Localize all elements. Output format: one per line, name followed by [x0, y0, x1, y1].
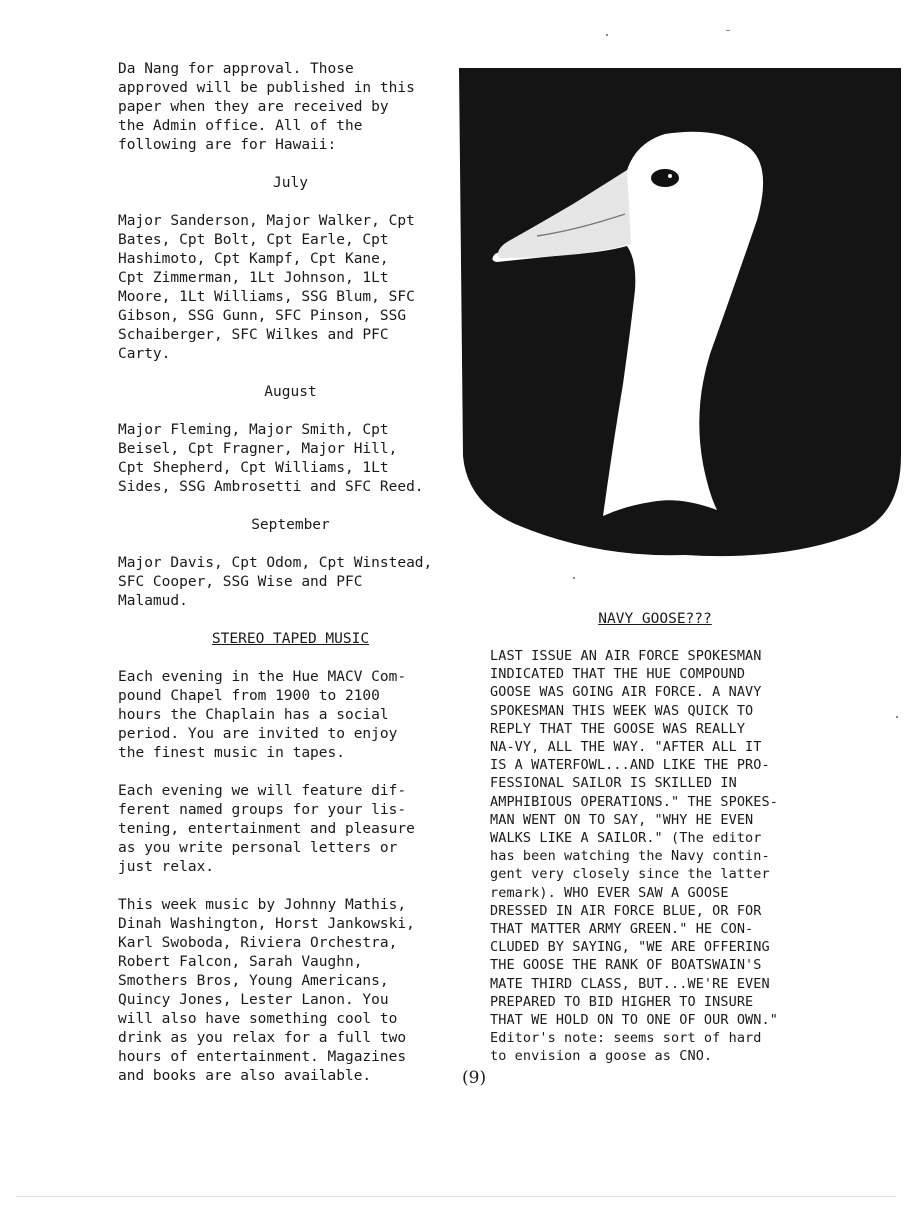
september-heading: September: [251, 517, 330, 533]
navy-goose-heading: NAVY GOOSE???: [598, 611, 712, 627]
scan-edge-line: [16, 1196, 896, 1197]
intro-paragraph: Da Nang for approval. Those approved will be published in this paper when they are received by the Admin office. All of the following are for Hawaii:: [118, 61, 415, 153]
scan-speck: [726, 30, 730, 31]
scan-speck: [573, 577, 575, 579]
august-names: Major Fleming, Major Smith, Cpt Beisel, Cpt Fragner, Major Hill, Cpt Shepherd, Cpt Williams, 1Lt Sides, SSG Ambrosetti and SFC Reed.: [118, 422, 424, 495]
stereo-paragraph-2: Each evening we will feature dif- ferent named groups for your lis- tening, entertainment and pleasure as you write personal letters or just relax.: [118, 783, 415, 875]
right-column: [490, 610, 820, 1066]
navy-goose-body: LAST ISSUE AN AIR FORCE SPOKESMAN INDICATED THAT THE HUE COMPOUND GOOSE WAS GOING AIR FORCE. A NAVY SPOKESMAN THIS WEEK WAS QUICK TO REPLY THAT THE GOOSE WAS REALLY NA-VY, ALL THE WAY. "AFTER ALL IT IS A WATERFOWL...AND LIKE THE PRO- FESSIONAL SAILOR IS SKILLED IN AMPHIBIOUS OPERATIONS." THE SPOKES- MAN WENT ON TO SAY, "WHY HE EVEN WALKS LIKE A SAILOR." (The editor has been watching the Navy contin- gent very closely since the latter remark). WHO EVER SAW A GOOSE DRESSED IN AIR FORCE BLUE, OR FOR THAT MATTER ARMY GREEN." HE CON- CLUDED BY SAYING, "WE ARE OFFERING THE GOOSE THE RANK OF BOATSWAIN'S MATE THIRD CLASS, BUT...WE'RE EVEN PREPARED TO BID HIGHER TO INSURE THAT WE HOLD ON TO ONE OF OUR OWN." Editor's note: seems sort of hard to envision a goose as CNO.: [490, 648, 778, 1065]
scan-speck: [606, 34, 608, 36]
stereo-paragraph-1: Each evening in the Hue MACV Com- pound Chapel from 1900 to 2100 hours the Chaplain has a social period. You are invited to enjoy the finest music in tapes.: [118, 669, 407, 761]
scan-speck: [896, 716, 898, 718]
left-column: [118, 60, 463, 1086]
july-names: Major Sanderson, Major Walker, Cpt Bates, Cpt Bolt, Cpt Earle, Cpt Hashimoto, Cpt Kampf, Cpt Kane, Cpt Zimmerman, 1Lt Johnson, 1Lt Moore, 1Lt Williams, SSG Blum, SFC Gibson, SSG Gunn, SFC Pinson, SSG Schaiberger, SFC Wilkes and PFC Carty.: [118, 213, 415, 362]
july-heading: July: [273, 175, 308, 191]
stereo-paragraph-3: This week music by Johnny Mathis, Dinah Washington, Horst Jankowski, Karl Swoboda, Riviera Orchestra, Robert Falcon, Sarah Vaughn, Smothers Bros, Young Americans, Quincy Jones, Lester Lanon. You will also have something cool to drink as you relax for a full two hours of entertainment. Magazines and books are also available.: [118, 897, 415, 1084]
page-number: (9): [462, 1068, 487, 1088]
stereo-heading: STEREO TAPED MUSIC: [211, 631, 370, 647]
august-heading: August: [264, 384, 317, 400]
goose-illustration: [455, 64, 905, 564]
september-names: Major Davis, Cpt Odom, Cpt Winstead, SFC Cooper, SSG Wise and PFC Malamud.: [118, 555, 433, 609]
goose-drawing-icon: [455, 64, 905, 564]
